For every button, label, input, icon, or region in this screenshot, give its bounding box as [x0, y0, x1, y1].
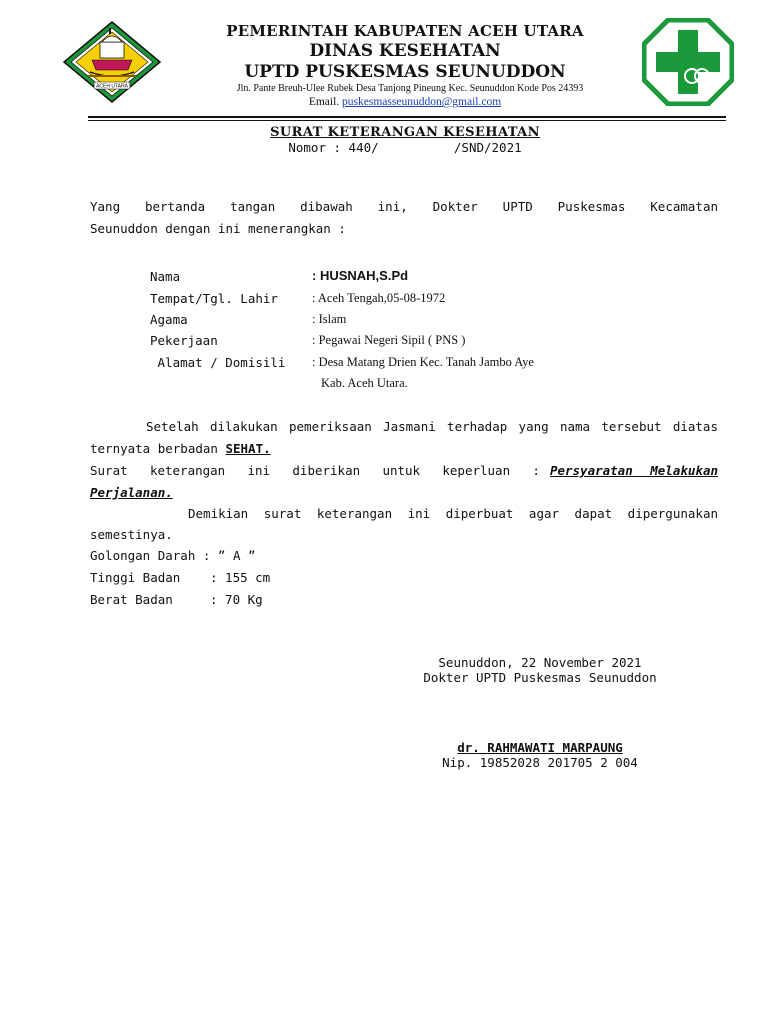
blood-type: Golongan Darah : ” A ” [90, 548, 256, 563]
purpose-prefix: Surat keterangan ini diberikan untuk keperluan : [90, 463, 540, 478]
exam-line-2 [90, 441, 718, 456]
field-label-pekerjaan: Pekerjaan [150, 333, 218, 348]
height-value: : 155 cm [210, 570, 271, 585]
email-link[interactable]: puskesmasseunuddon@gmail.com [342, 96, 502, 108]
aceh-utara-emblem-icon [62, 20, 162, 104]
weight-row [90, 592, 718, 607]
field-label-ttl: Tempat/Tgl. Lahir [150, 291, 278, 306]
document-title: SURAT KETERANGAN KESEHATAN [270, 125, 540, 140]
field-value-alamat: : Desa Matang Drien Kec. Tanah Jambo Aye [312, 355, 534, 369]
field-value-pekerjaan: : Pegawai Negeri Sipil ( PNS ) [312, 333, 466, 347]
purpose-part-2: Perjalanan. [90, 485, 173, 500]
purpose-part-1: Persyaratan Melakukan [549, 463, 718, 478]
exam-result: SEHAT. [225, 441, 271, 456]
height-label: Tinggi Badan [90, 570, 181, 585]
closing-line-2: semestinya. [90, 527, 173, 542]
field-value-alamat-cont: Kab. Aceh Utara. [321, 376, 408, 390]
field-label-alamat: Alamat / Domisili [150, 355, 286, 370]
header-department: DINAS KESEHATAN [309, 41, 501, 61]
intro-line-1: Yang bertanda tangan dibawah ini, Dokter UPTD Puskesmas Kecamatan [90, 199, 718, 214]
header-institution: UPTD PUSKESMAS SEUNUDDON [244, 62, 566, 82]
header-email-line [170, 96, 640, 108]
header-rule-thick [88, 116, 726, 118]
field-value-nama: : HUSNAH,S.Pd [312, 268, 409, 283]
document-number: Nomor : 440/ /SND/2021 [288, 140, 522, 155]
field-value-ttl: : Aceh Tengah,05-08-1972 [312, 291, 446, 305]
signature-nip: Nip. 19852028 201705 2 004 [442, 755, 638, 770]
field-label-agama: Agama [150, 312, 188, 327]
signature-place-date: Seunuddon, 22 November 2021 [438, 655, 642, 670]
header-government: PEMERINTAH KABUPATEN ACEH UTARA [226, 22, 584, 40]
header-address: Jln. Pante Breuh-Ulee Rubek Desa Tanjong Pineung Kec. Seunuddon Kode Pos 24393 [236, 83, 584, 94]
puskesmas-logo-icon [642, 18, 734, 106]
field-label-nama: Nama [150, 269, 181, 284]
intro-line-2: Seunuddon dengan ini menerangkan : [90, 221, 346, 236]
header-rule-thin [88, 120, 726, 121]
exam-prefix: ternyata berbadan [90, 441, 226, 456]
weight-value: : 70 Kg [210, 592, 263, 607]
closing-line-1: Demikian surat keterangan ini diperbuat agar dapat dipergunakan [188, 506, 718, 521]
email-label: Email. [308, 96, 340, 108]
height-row [90, 570, 718, 585]
field-value-agama: : Islam [312, 312, 347, 326]
signature-role: Dokter UPTD Puskesmas Seunuddon [423, 670, 657, 685]
weight-label: Berat Badan [90, 592, 173, 607]
signature-name: dr. RAHMAWATI MARPAUNG [457, 740, 623, 755]
purpose-line-1 [90, 463, 718, 478]
emblem-caption: ACEH UTARA [96, 83, 128, 90]
exam-line-1: Setelah dilakukan pemeriksaan Jasmani terhadap yang nama tersebut diatas [146, 419, 718, 434]
